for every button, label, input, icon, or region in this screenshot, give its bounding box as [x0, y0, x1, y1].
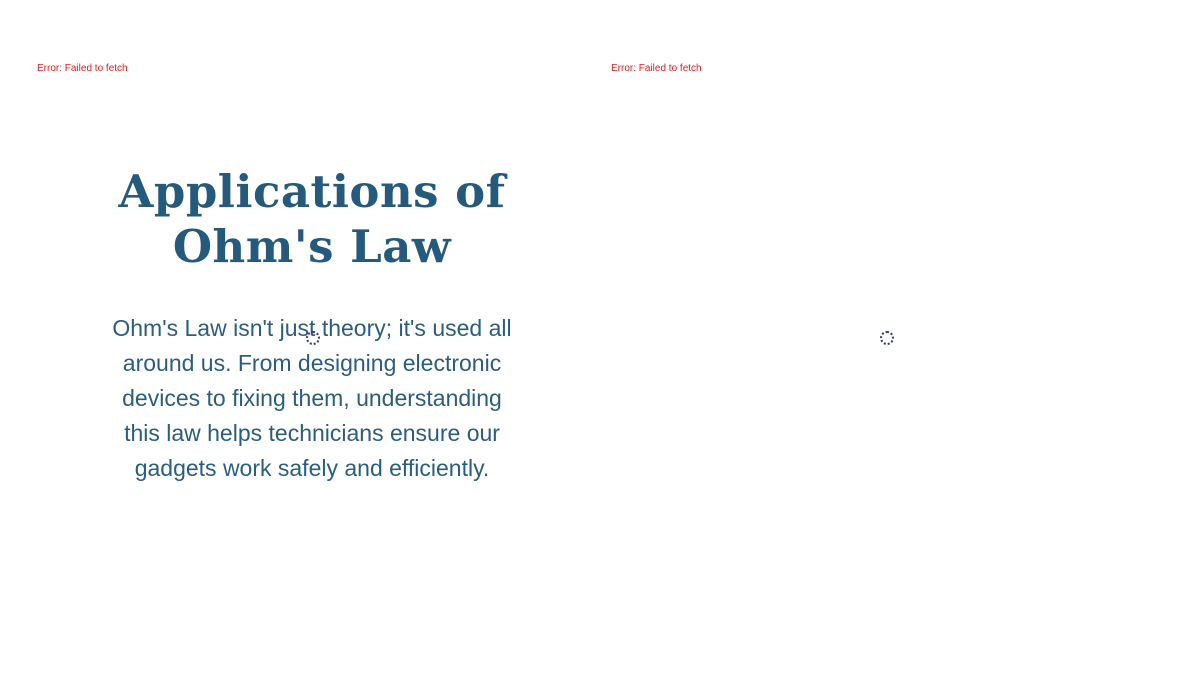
slide-content	[112, 164, 512, 486]
slide-body-text: Ohm's Law isn't just theory; it's used all around us. From designing electronic devices to fixing them, understanding this law helps technicians ensure our gadgets work safely and efficiently.	[112, 315, 512, 481]
error-message: Error: Failed to fetch	[37, 63, 128, 74]
left-panel	[0, 0, 574, 675]
right-panel	[574, 0, 1200, 675]
error-message: Error: Failed to fetch	[611, 63, 702, 74]
loading-spinner-icon	[306, 331, 320, 345]
slide-title: Applications of Ohm's Law	[118, 165, 506, 273]
loading-spinner-icon	[880, 331, 894, 345]
